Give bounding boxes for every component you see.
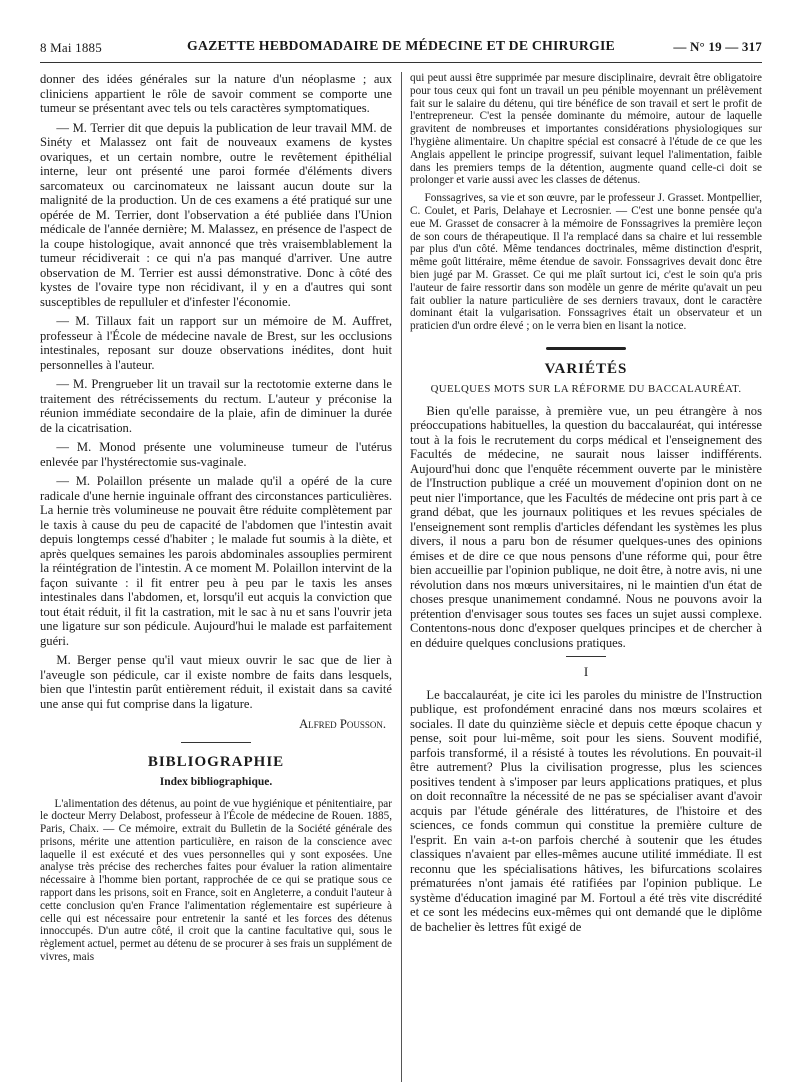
part-number: I: [583, 664, 589, 680]
section-divider: [546, 347, 626, 350]
article-subtitle: QUELQUES MOTS SUR LA RÉFORME DU BACCALAURÉAT.: [430, 383, 742, 396]
bibliography-entry: qui peut aussi être supprimée par mesure disciplinaire, devrait être obligatoire pour tous ceux qui font un travail un peu pénible moyennant un prélèvement fait sur le salaire du détenu, qui tire bénéfice de son travail et sert le profit de l'entrepreneur. C'est la pensée dominante du mémoire, autour de laquelle gravitent de nombreuses et importantes considérations physiologiques sur l'hygiène alimentaire. Un chapitre spécial est consacré à l'étude de ce que les Anglais appellent le principe progressif, suivant lequel l'alimentation, faible dans les premiers temps de la détention, augmente quand celle-ci doit se prolonger et varie aussi avec les classes de détenus.: [410, 72, 762, 187]
paragraph: — M. Tillaux fait un rapport sur un mémoire de M. Auffret, professeur à l'École de médecine navale de Brest, sur les occlusions intestinales, reposant sur douze observations inédites, dont huit personnelles à l'auteur.: [40, 314, 392, 372]
bibliography-entry: L'alimentation des détenus, au point de vue hygiénique et pénitentiaire, par le docteur Merry Delabost, professeur à l'École de médecine de Rouen. 1885, Paris, Chaix. — Ce mémoire, extrait du Bulletin de la Société générale des prisons, mérite une attention particulière, en raison de la conscience avec laquelle il est exécuté et des vues personnelles qui y sont exposées. Une analyse très précise des recherches faites pour évaluer la ration alimentaire nécessaire à l'homme bien portant, rapprochée de ce qui se pratique sous ce rapport dans les prisons, soit en France, soit en Angleterre, a conduit l'auteur à cette conclusion qu'en France l'alimentation réglementaire est supérieure à celle qui est nécessaire pour entretenir la santé et les forces des détenus innoccupés. D'un autre côté, il croit que la cantine facultative qui, sous le règlement actuel, permet au détenu de se procurer à ses frais un supplément de vivres, mais: [40, 797, 392, 964]
paragraph: Bien qu'elle paraisse, à première vue, un peu étrangère à nos préoccupations habituelles, la question du baccalauréat, qui intéresse tout à la fois le recrutement du corps médical et l'enseignement des Facultés de médecine, ne saurait nous laisser indifférents. Aujourd'hui donc que l'enquête récemment ouverte par le ministère de l'Instruction publique a créé un mouvement d'opinion dont on ne peut nier l'importance, que les Facultés de médecine ont pris part à ce grand débat, que les journaux politiques et les revues spéciales de l'enseignement sont remplis d'articles défendant les systèmes les plus divers, il nous a paru bon de résumer quelques-unes des opinions émises et de dire ce que nous pensons d'une réforme qui, pour être bien accueillie par l'opinion publique, ne doit être, à notre avis, ni une révolution dans nos mœurs universitaires, ni le maintien d'un état de choses presque unanimement condamné. Nous ne pouvons avoir la prétention d'envisager sous toutes ses faces un sujet aussi complexe. Contentons-nous donc d'exposer quelques principes et de chercher à en déduire quelques conclusions pratiques.: [410, 403, 762, 650]
left-column: [40, 72, 392, 969]
section-divider: [181, 742, 251, 743]
paragraph: donner des idées générales sur la nature d'un néoplasme ; aux cliniciens appartient le rôle de savoir comment se comporte une tumeur se présentant avec tels ou tels caractères symptomatiques.: [40, 72, 392, 115]
section-title-bibliographie: BIBLIOGRAPHIE: [147, 753, 285, 770]
paragraph: — M. Polaillon présente un malade qu'il a opéré de la cure radicale d'une hernie inguinale offrant des circonstances particulières. La hernie très volumineuse ne pouvait être réduite complètement par le taxis à cause du peu de capacité de l'abdomen que l'intestin avait depuis longtemps cessé d'habiter ; le malade fut soumis à la diète, et après quelques semaines les parois abdominales assouplies permirent la réintégration de l'intestin. A ce moment M. Polaillon intervint de la façon suivante : il fit entrer peu à peu par le taxis les anses intestinales dans l'abdomen, et, lorsqu'il eut acquis la conviction que tout était réduit, il fit la castration, mit le sac à nu et sans l'ouvrir jeta une ligature sur son pédicule. Aujourd'hui le malade est parfaitement guéri.: [40, 474, 392, 648]
header-date: 8 Mai 1885: [40, 40, 102, 55]
paragraph: — M. Terrier dit que depuis la publication de leur travail MM. de Sinéty et Malassez ont fait de nouveaux examens de kystes ovariques, et un certain nombre, outre le revêtement épithélial interne, leur ont présenté une paroi formée d'éléments divers sarcomateux ou carcinomateux ne laissant aucun doute sur la malignité de la production. Un de ces examens a été pratiqué sur une opérée de M. Terrier, dont l'observation a été publiée dans l'Union médicale de l'année dernière; M. Malassez, en présence de l'aspect de la coupe histologique, avait annoncé que très vraisemblablement la tumeur récidiverait : ce qui n'a pas manqué d'arriver. Une autre observation de M. Terrier est aussi démonstrative. Donc à côté des kystes de l'ovaire type non récidivant, il y en a d'autres qui sont susceptibles de repulluler et d'infester l'économie.: [40, 120, 392, 309]
subsection-title: Index bibliographique.: [159, 776, 273, 788]
paragraph: — M. Monod présente une volumineuse tumeur de l'utérus enlevée par l'hystérectomie sus-vaginale.: [40, 440, 392, 469]
journal-page: [40, 36, 762, 1076]
section-divider: [566, 656, 606, 657]
paragraph: — M. Prengrueber lit un travail sur la rectotomie externe dans le traitement des rétrécissements du rectum. L'auteur y préconise la réunion immédiate secondaire de la plaie, afin de diminuer la durée de la cicatrisation.: [40, 377, 392, 435]
column-divider: [401, 72, 402, 1082]
author-signature: Alfred Pousson.: [299, 717, 386, 731]
paragraph: Le baccalauréat, je cite ici les paroles du ministre de l'Instruction publique, est profondément enraciné dans nos mœurs scolaires et sociales. Il date du quinzième siècle et depuis cette époque chacun y pense, soit pour lui-même, soit pour les siens. Souvent modifié, parfois transformé, il a résisté à toutes les révolutions. En pouvait-il être autrement? Plus la civilisation progresse, plus les sciences positives tendent à s'imposer par leurs applications pratiques, et plus on doit reconnaître la nécessité de ne pas se spécialiser avant d'avoir acquis par l'étude générale des littératures, de l'histoire et des sciences, ce fonds commun qui constitue la première culture de l'esprit. En vain a-t-on parfois cherché à soutenir que les études classiques n'avaient par elles-mêmes aucune utilité immédiate. Il est reconnu que les spécialisations hâtives, les bifurcations scolaires prématurées n'ont jamais été ratifiées par l'opinion publique. Le système d'éducation imaginé par M. Fortoul a été très vite discrédité et ce sont les médecins eux-mêmes qui ont demandé que le diplôme de bachelier ès lettres fût exigé de: [410, 687, 762, 934]
running-header: [40, 36, 762, 58]
section-title-varietes: VARIÉTÉS: [544, 360, 628, 377]
header-rule: [40, 62, 762, 63]
header-issue-page: — N° 19 — 317: [673, 39, 762, 54]
paragraph: M. Berger pense qu'il vaut mieux ouvrir le sac que de lier à l'aveugle son pédicule, car il existe nombre de faits dans lesquels, bien que l'intestin parût entièrement réduit, il existait dans sa cavité une anse qui fut comprise dans la ligature.: [40, 653, 392, 711]
right-column: [410, 72, 762, 939]
bibliography-entry: Fonssagrives, sa vie et son œuvre, par le professeur J. Grasset. Montpellier, C. Coulet, et Paris, Delahaye et Lecrosnier. — C'est une bonne pensée qu'a eue M. Grasset de consacrer à la mémoire de Fonssagrives la première leçon de son cours de thérapeutique. Il l'a remplacé dans sa chaire et lui ressemble par plus d'un côté. Même tendances doctrinales, même distinction d'esprit, même goût littéraire, même étendue de savoir. Fonssagrives devait donc être bien jugé par M. Grasset. Ce qui me plaît surtout ici, c'est le soin qu'a pris l'auteur de faire ressortir dans son modèle un genre de mérite qu'avait un peu fait oublier la nature particulière de ses derniers travaux, dont le caractère dominant était la vulgarisation. Fonssagrives était un observateur et un praticien d'un ordre élevé ; on le verra bien en lisant la notice.: [410, 192, 762, 333]
header-journal-title: GAZETTE HEBDOMADAIRE DE MÉDECINE ET DE CHIRURGIE: [187, 38, 615, 53]
